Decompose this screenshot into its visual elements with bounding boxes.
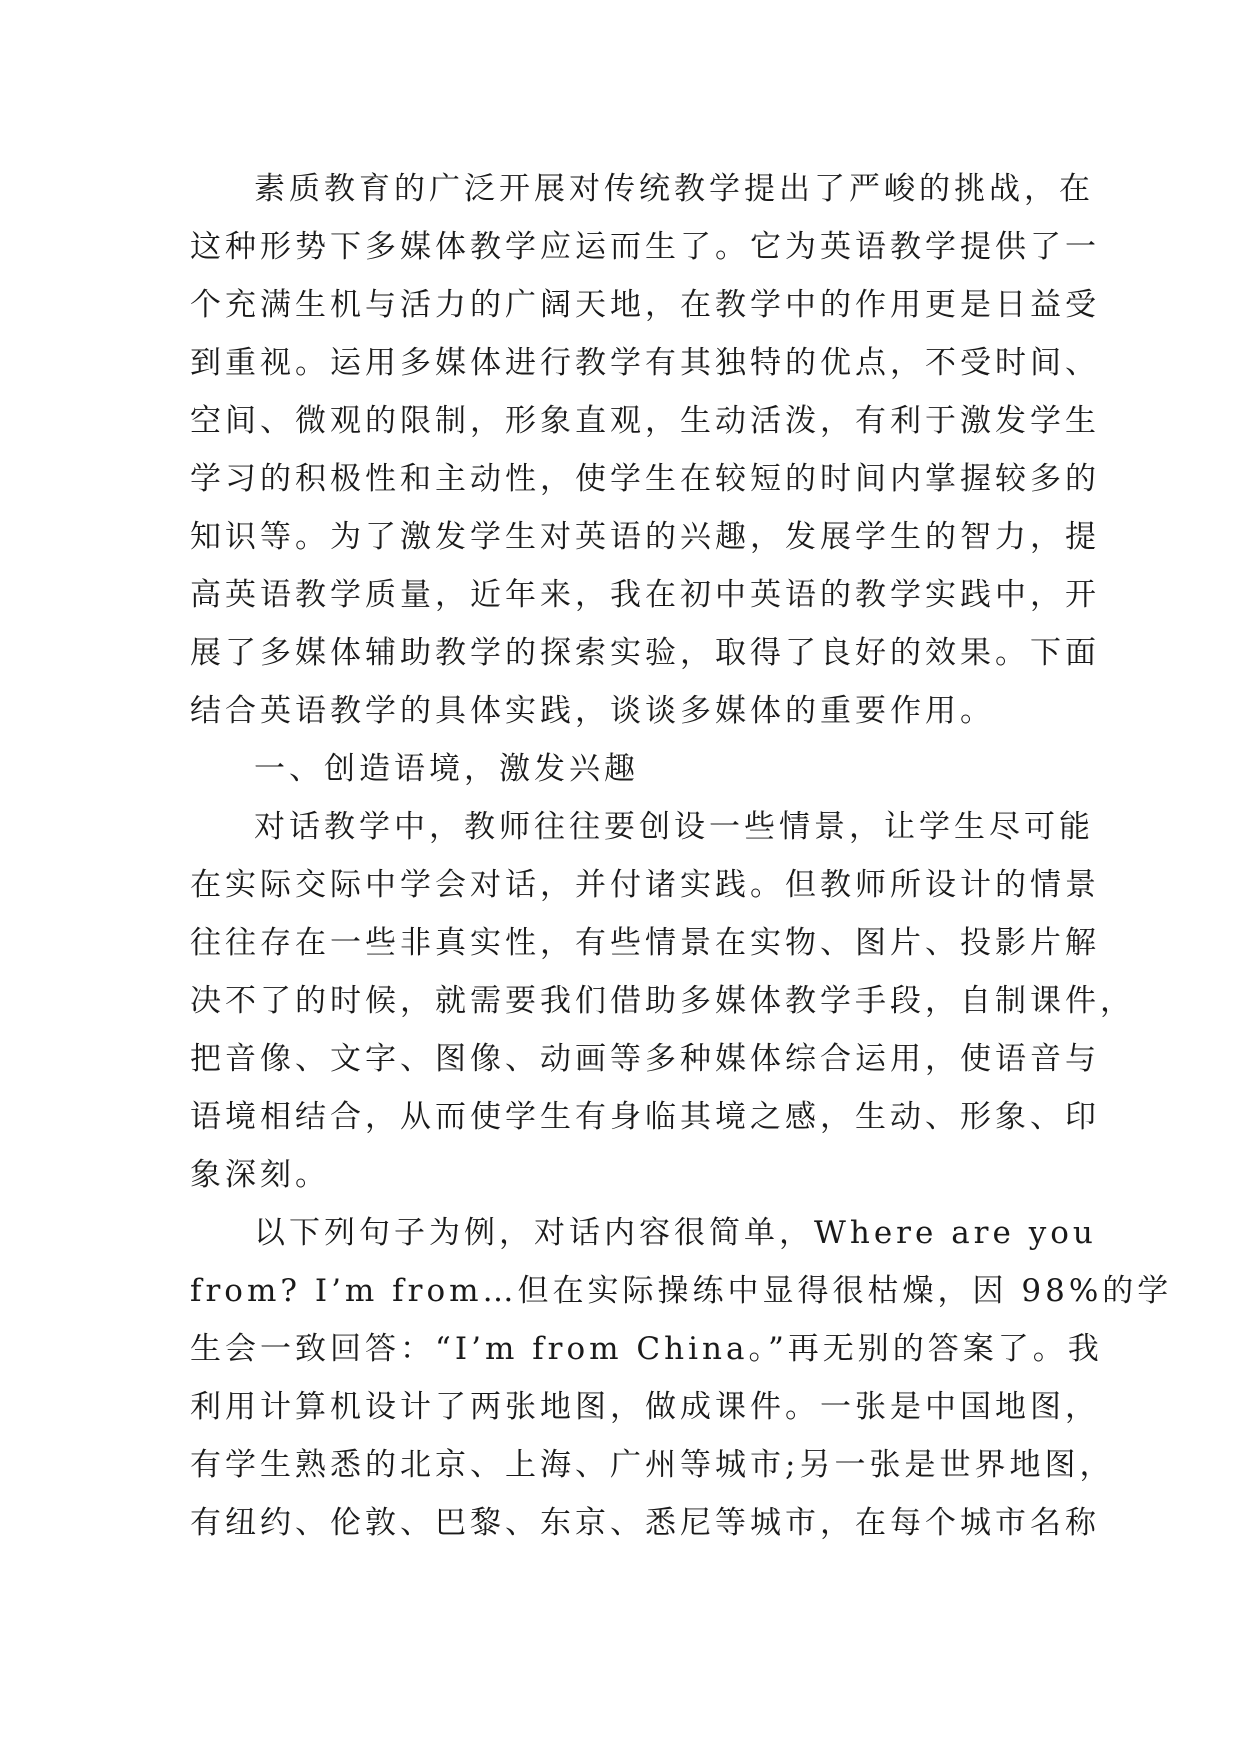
paragraph-3-line-1: 以下列句子为例，对话内容很简单，Where are you: [254, 1215, 1097, 1251]
paragraph-2-line-3: 往往存在一些非真实性，有些情景在实物、图片、投影片解: [190, 925, 1100, 961]
paragraph-3-line-5: 有学生熟悉的北京、上海、广州等城市;另一张是世界地图，: [190, 1447, 1115, 1483]
paragraph-1-line-5: 空间、微观的限制，形象直观，生动活泼，有利于激发学生: [190, 403, 1100, 439]
paragraph-2-line-6: 语境相结合，从而使学生有身临其境之感，生动、形象、印: [190, 1099, 1100, 1135]
section-heading: 一、创造语境，激发兴趣: [254, 751, 639, 787]
paragraph-2-line-7: 象深刻。: [190, 1157, 330, 1193]
paragraph-1-line-9: 展了多媒体辅助教学的探索实验，取得了良好的效果。下面: [190, 635, 1100, 671]
paragraph-1-line-8: 高英语教学质量，近年来，我在初中英语的教学实践中，开: [190, 577, 1100, 613]
paragraph-2-line-4: 决不了的时候，就需要我们借助多媒体教学手段，自制课件，: [190, 983, 1135, 1019]
paragraph-3-line-3: 生会一致回答：“I’m from China。”再无别的答案了。我: [190, 1331, 1103, 1367]
paragraph-2-line-5: 把音像、文字、图像、动画等多种媒体综合运用，使语音与: [190, 1041, 1100, 1077]
paragraph-3-line-4: 利用计算机设计了两张地图，做成课件。一张是中国地图，: [190, 1389, 1100, 1425]
paragraph-1-line-1: 素质教育的广泛开展对传统教学提出了严峻的挑战，在: [254, 171, 1094, 207]
paragraph-1-line-7: 知识等。为了激发学生对英语的兴趣，发展学生的智力，提: [190, 519, 1100, 555]
paragraph-1-line-4: 到重视。运用多媒体进行教学有其独特的优点，不受时间、: [190, 345, 1100, 381]
paragraph-1-line-6: 学习的积极性和主动性，使学生在较短的时间内掌握较多的: [190, 461, 1100, 497]
paragraph-1-line-10: 结合英语教学的具体实践，谈谈多媒体的重要作用。: [190, 693, 995, 729]
paragraph-3-line-6: 有纽约、伦敦、巴黎、东京、悉尼等城市，在每个城市名称: [190, 1505, 1100, 1541]
paragraph-3-line-2: from? I’m from…但在实际操练中显得很枯燥，因 98%的学: [190, 1273, 1173, 1309]
paragraph-2-line-1: 对话教学中，教师往往要创设一些情景，让学生尽可能: [254, 809, 1094, 845]
paragraph-2-line-2: 在实际交际中学会对话，并付诸实践。但教师所设计的情景: [190, 867, 1100, 903]
paragraph-1-line-3: 个充满生机与活力的广阔天地，在教学中的作用更是日益受: [190, 287, 1100, 323]
paragraph-1-line-2: 这种形势下多媒体教学应运而生了。它为英语教学提供了一: [190, 229, 1100, 265]
